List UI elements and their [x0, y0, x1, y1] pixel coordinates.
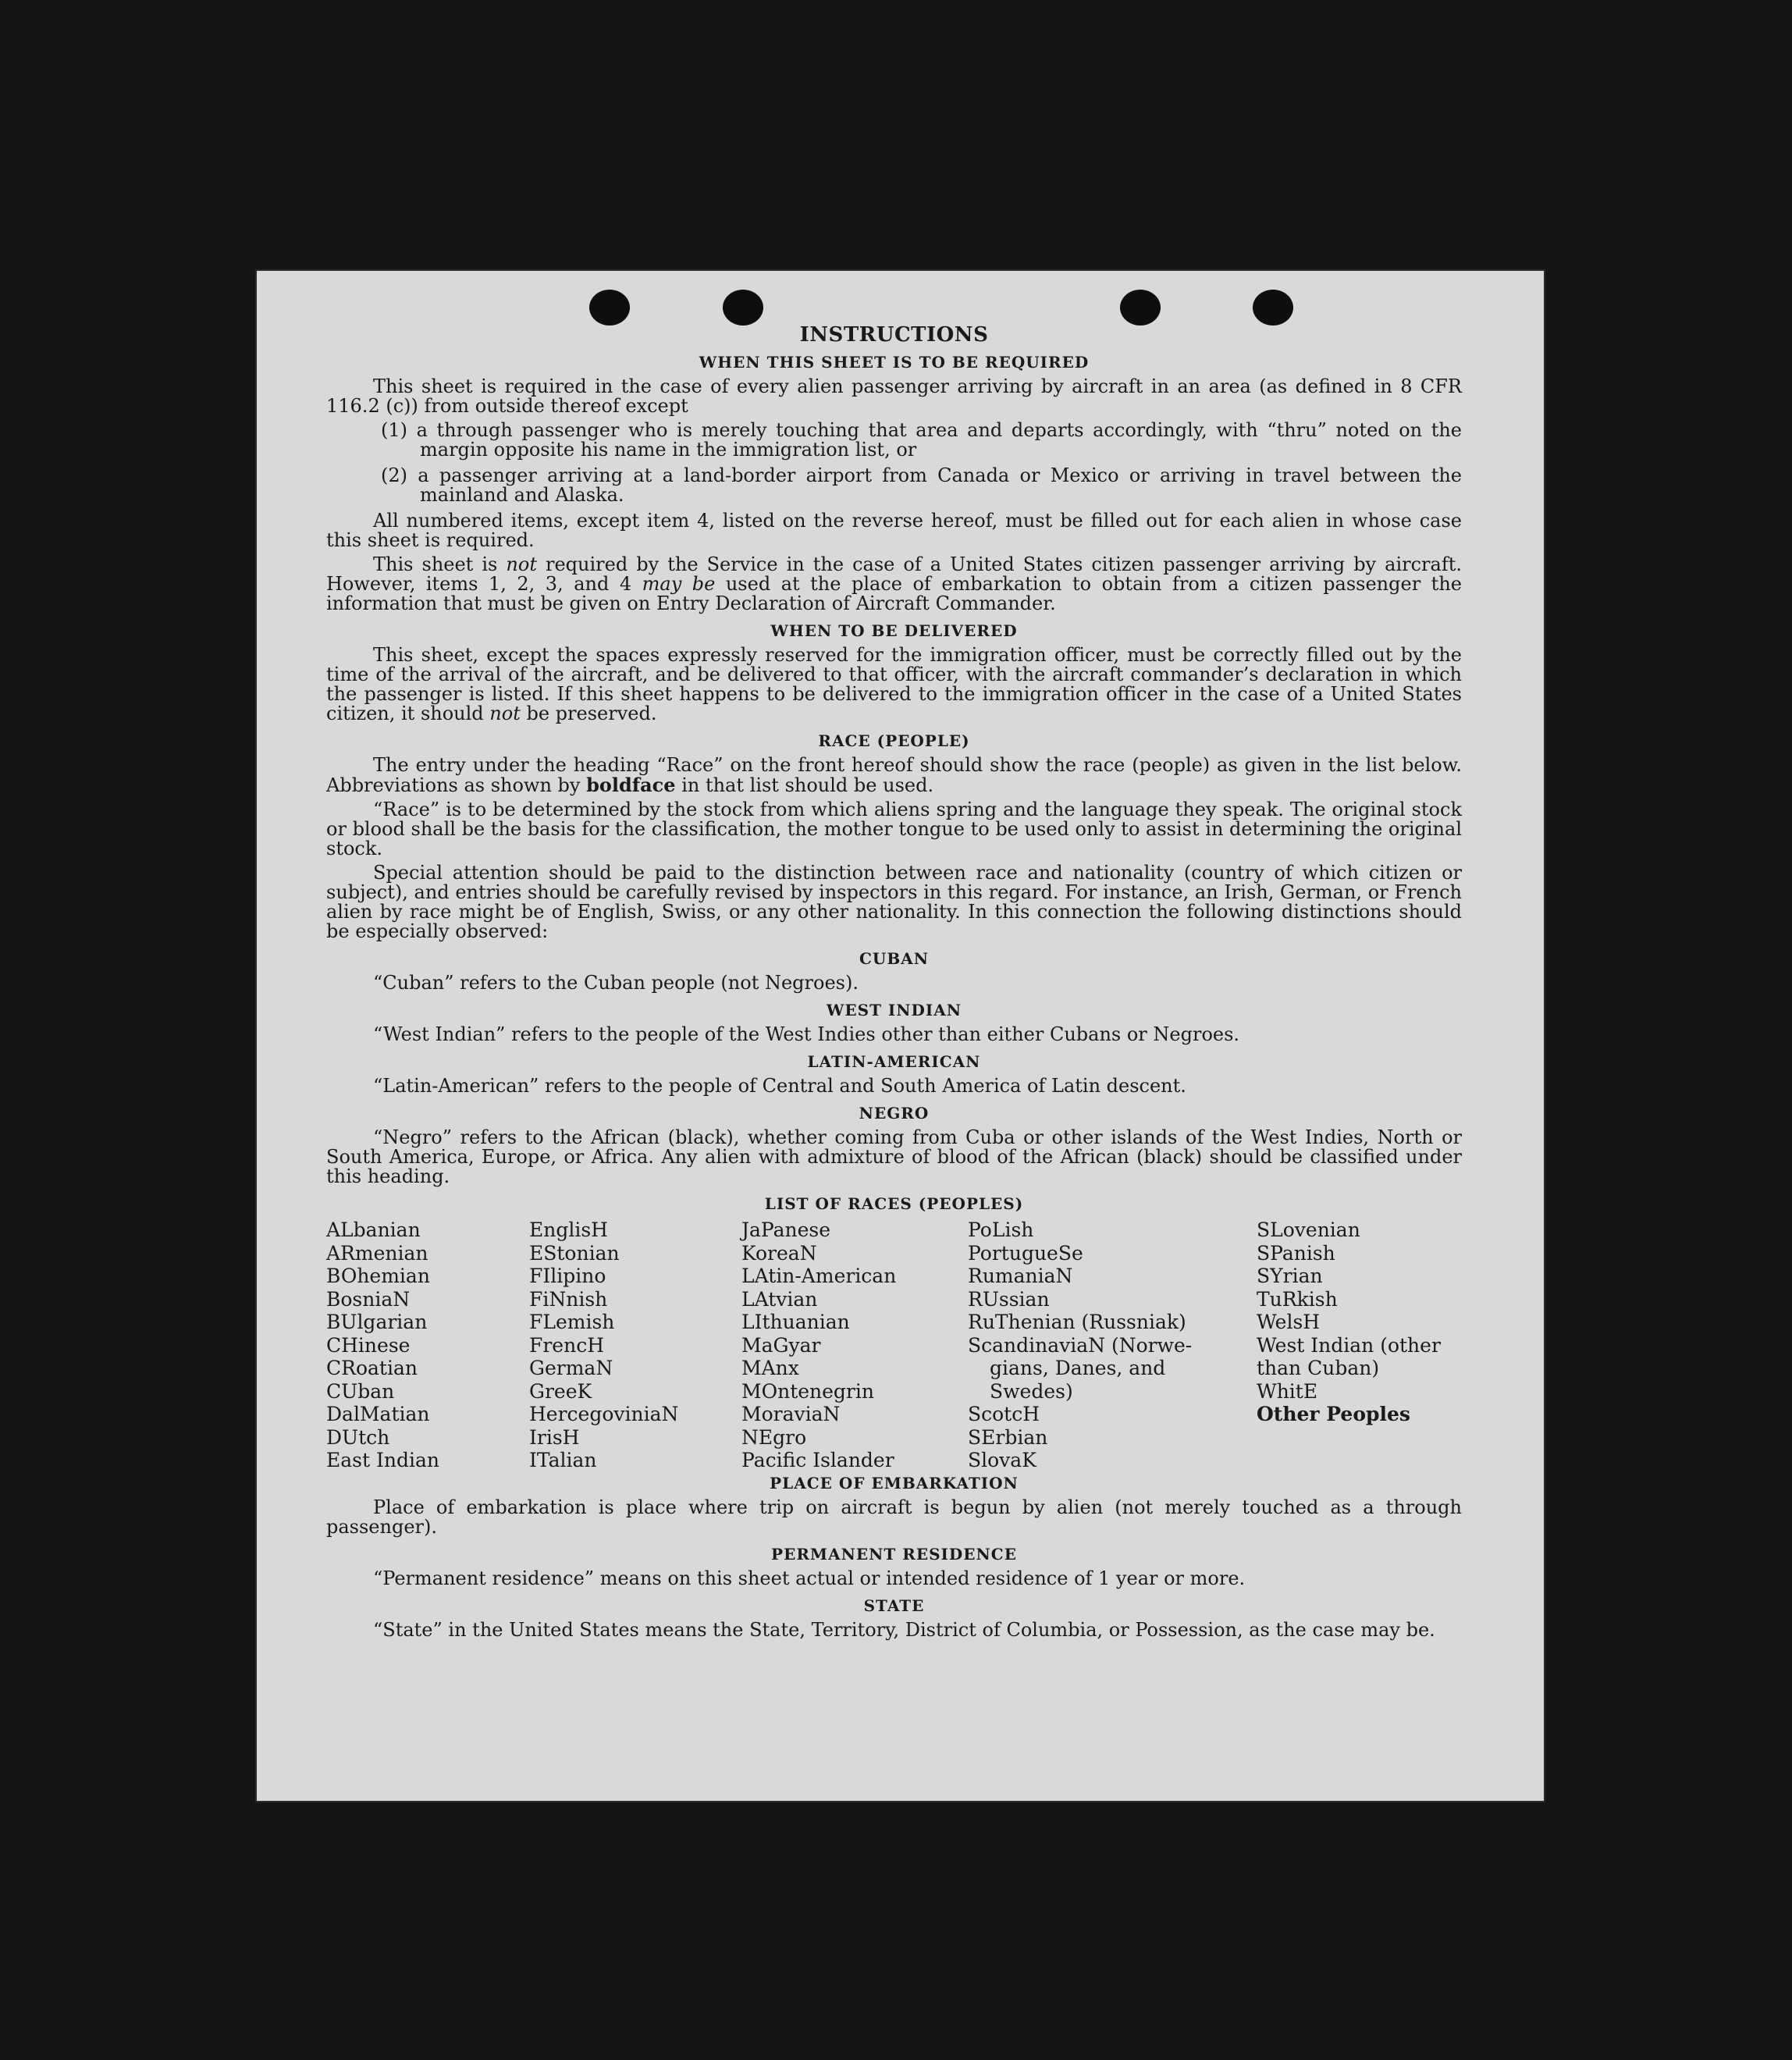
race-entry: SlovaK — [968, 1449, 1036, 1471]
race-entry: DUtch — [326, 1425, 390, 1449]
punch-hole — [589, 290, 630, 326]
list-item: (1) a through passenger who is merely touching that area and departs accordingly, with “thru” noted on the margin opposite his name in the immigration list, or — [381, 419, 1462, 461]
race-entry: FLemish — [529, 1311, 615, 1333]
race-entry: EnglisH — [529, 1219, 608, 1241]
race-entry: WelsH — [1257, 1311, 1321, 1333]
race-entry: West Indian (other — [1257, 1333, 1441, 1357]
race-entry: East Indian — [326, 1449, 439, 1471]
punch-hole — [723, 290, 763, 326]
text-run-italic: not — [489, 703, 521, 724]
race-entry: ScandinaviaN (Norwe- — [968, 1333, 1193, 1357]
race-entry: SPanish — [1257, 1241, 1335, 1265]
page-title: INSTRUCTIONS — [799, 323, 989, 347]
text-run: The entry under the heading “Race” on the front hereof should show the race (people) as given in the list below. Abbreviations as shown by — [326, 754, 1462, 796]
paragraph: Place of embarkation is place where trip on aircraft is begun by alien (not merely touched as a through passenger). — [326, 1496, 1462, 1538]
paragraph: This sheet is required in the case of every alien passenger arriving by aircraft in an area (as defined in 8 CFR 116.2 (c)) from outside thereof except — [326, 375, 1462, 417]
document-page — [257, 271, 1544, 1801]
race-entry: ARmenian — [326, 1241, 428, 1265]
race-entry: RuThenian (Russniak) — [968, 1311, 1186, 1333]
heading-race: RACE (PEOPLE) — [818, 731, 970, 750]
paragraph: Special attention should be paid to the distinction between race and nationality (country of which citizen or subject), and entries should be carefully revised by inspectors in this regard. For instance, an Irish, German, or French alien by race might be of English, Swiss, or any other nationality. In this connection the following distinctions should be especially observed: — [326, 862, 1462, 942]
races-column — [968, 1219, 1257, 1472]
race-entry: SYrian — [1257, 1265, 1323, 1287]
race-entry: SLovenian — [1257, 1219, 1360, 1241]
race-entry: GreeK — [529, 1379, 592, 1403]
race-entry: MOntenegrin — [741, 1379, 874, 1403]
races-list — [326, 1219, 1462, 1472]
heading-west-indian: WEST INDIAN — [826, 1001, 962, 1019]
text-run: This sheet is — [373, 553, 507, 575]
paragraph — [326, 756, 1462, 795]
text-run: used at the place of embarkation to obtain from a citizen passenger the information that must be given on Entry Declaration of Aircraft Commander. — [326, 573, 1462, 614]
race-entry: CRoatian — [326, 1357, 418, 1379]
heading-state: STATE — [863, 1596, 925, 1615]
text-run-bold: boldface — [586, 774, 676, 796]
race-entry: PortugueSe — [968, 1241, 1083, 1265]
race-entry: MaGyar — [741, 1333, 821, 1357]
race-entry: Other Peoples — [1257, 1403, 1410, 1425]
text-run: This sheet, except the spaces expressly reserved for the immigration officer, must be correctly filled out by the time of the arrival of the aircraft, and be delivered to that officer, with the aircraft commander’s declaration in which the passenger is listed. If this sheet happens to be delivered to the immigration officer in the case of a United States citizen, it should — [326, 644, 1462, 724]
text-run-italic: not — [506, 553, 537, 575]
race-entry: JaPanese — [741, 1219, 831, 1241]
races-column — [326, 1219, 529, 1472]
heading-embarkation: PLACE OF EMBARKATION — [770, 1473, 1019, 1493]
race-entry: RUssian — [968, 1287, 1050, 1311]
race-entry: FiNnish — [529, 1287, 608, 1311]
paragraph: “Race” is to be determined by the stock from which aliens spring and the language they speak. The original stock or blood shall be the basis for the classification, the mother tongue to be used only to assist in determining the original stock. — [326, 799, 1462, 859]
punch-hole — [1253, 290, 1293, 326]
races-column — [529, 1219, 741, 1472]
text-run: be preserved. — [520, 703, 657, 724]
heading-when-required: WHEN THIS SHEET IS TO BE REQUIRED — [699, 353, 1090, 372]
race-entry: NEgro — [741, 1425, 807, 1449]
race-entry: gians, Danes, and — [990, 1357, 1166, 1379]
race-entry: RumaniaN — [968, 1265, 1073, 1287]
race-entry: LAtvian — [741, 1287, 818, 1311]
paragraph — [326, 555, 1462, 614]
paragraph: “Cuban” refers to the Cuban people (not Negroes). — [373, 972, 859, 994]
race-entry: LAtin-American — [741, 1265, 897, 1287]
text-run: in that list should be used. — [675, 774, 934, 796]
race-entry: ITalian — [529, 1449, 597, 1471]
race-entry: ALbanian — [326, 1219, 421, 1241]
race-entry: Swedes) — [990, 1379, 1073, 1403]
list-item: (2) a passenger arriving at a land-border airport from Canada or Mexico or arriving in travel between the mainland and Alaska. — [381, 464, 1462, 506]
races-column — [1257, 1219, 1462, 1472]
race-entry: KoreaN — [741, 1241, 817, 1265]
race-entry: CHinese — [326, 1333, 411, 1357]
heading-negro: NEGRO — [859, 1104, 930, 1123]
race-entry: TuRkish — [1257, 1287, 1338, 1311]
heading-permanent-residence: PERMANENT RESIDENCE — [771, 1544, 1017, 1564]
race-entry: BUlgarian — [326, 1311, 428, 1333]
race-entry: FrencH — [529, 1333, 604, 1357]
punch-hole — [1120, 290, 1161, 326]
race-entry: PoLish — [968, 1219, 1034, 1241]
race-entry: GermaN — [529, 1357, 613, 1379]
paragraph: “State” in the United States means the State, Territory, District of Columbia, or Possession, as the case may be. — [373, 1618, 1435, 1641]
paragraph — [326, 646, 1462, 724]
paragraph: “Permanent residence” means on this sheet actual or intended residence of 1 year or more. — [373, 1567, 1246, 1589]
paragraph: “West Indian” refers to the people of the West Indies other than either Cubans or Negroes. — [373, 1023, 1240, 1045]
heading-cuban: CUBAN — [859, 949, 930, 968]
race-entry: DalMatian — [326, 1403, 430, 1425]
heading-list-of-races: LIST OF RACES (PEOPLES) — [764, 1194, 1024, 1213]
race-entry: than Cuban) — [1257, 1357, 1380, 1379]
instructions-content — [326, 323, 1462, 1645]
race-entry: MAnx — [741, 1357, 799, 1379]
paragraph: “Latin-American” refers to the people of Central and South America of Latin descent. — [373, 1075, 1186, 1097]
race-entry: WhitE — [1257, 1379, 1318, 1403]
race-entry: BOhemian — [326, 1265, 430, 1287]
race-entry: IrisH — [529, 1425, 580, 1449]
race-entry: FIlipino — [529, 1265, 606, 1287]
text-run: required by the Service in the case of a United States citizen passenger arriving by aircraft. However, items 1, 2, 3, and 4 — [326, 553, 1462, 595]
race-entry: EStonian — [529, 1241, 620, 1265]
text-run-italic: may be — [642, 573, 716, 595]
race-entry: MoraviaN — [741, 1403, 841, 1425]
race-entry: ScotcH — [968, 1403, 1040, 1425]
heading-when-delivered: WHEN TO BE DELIVERED — [770, 621, 1018, 640]
race-entry: HercegoviniaN — [529, 1403, 679, 1425]
race-entry: BosniaN — [326, 1287, 411, 1311]
race-entry: CUban — [326, 1379, 395, 1403]
heading-latin-american: LATIN-AMERICAN — [807, 1052, 981, 1071]
race-entry: SErbian — [968, 1425, 1048, 1449]
paragraph: All numbered items, except item 4, listed on the reverse hereof, must be filled out for each alien in whose case this sheet is required. — [326, 510, 1462, 551]
races-column — [741, 1219, 968, 1472]
race-entry: Pacific Islander — [741, 1449, 894, 1471]
paragraph: “Negro” refers to the African (black), whether coming from Cuba or other islands of the West Indies, North or South America, Europe, or Africa. Any alien with admixture of blood of the African (black) should be classified under this heading. — [326, 1126, 1462, 1187]
race-entry: LIthuanian — [741, 1311, 850, 1333]
